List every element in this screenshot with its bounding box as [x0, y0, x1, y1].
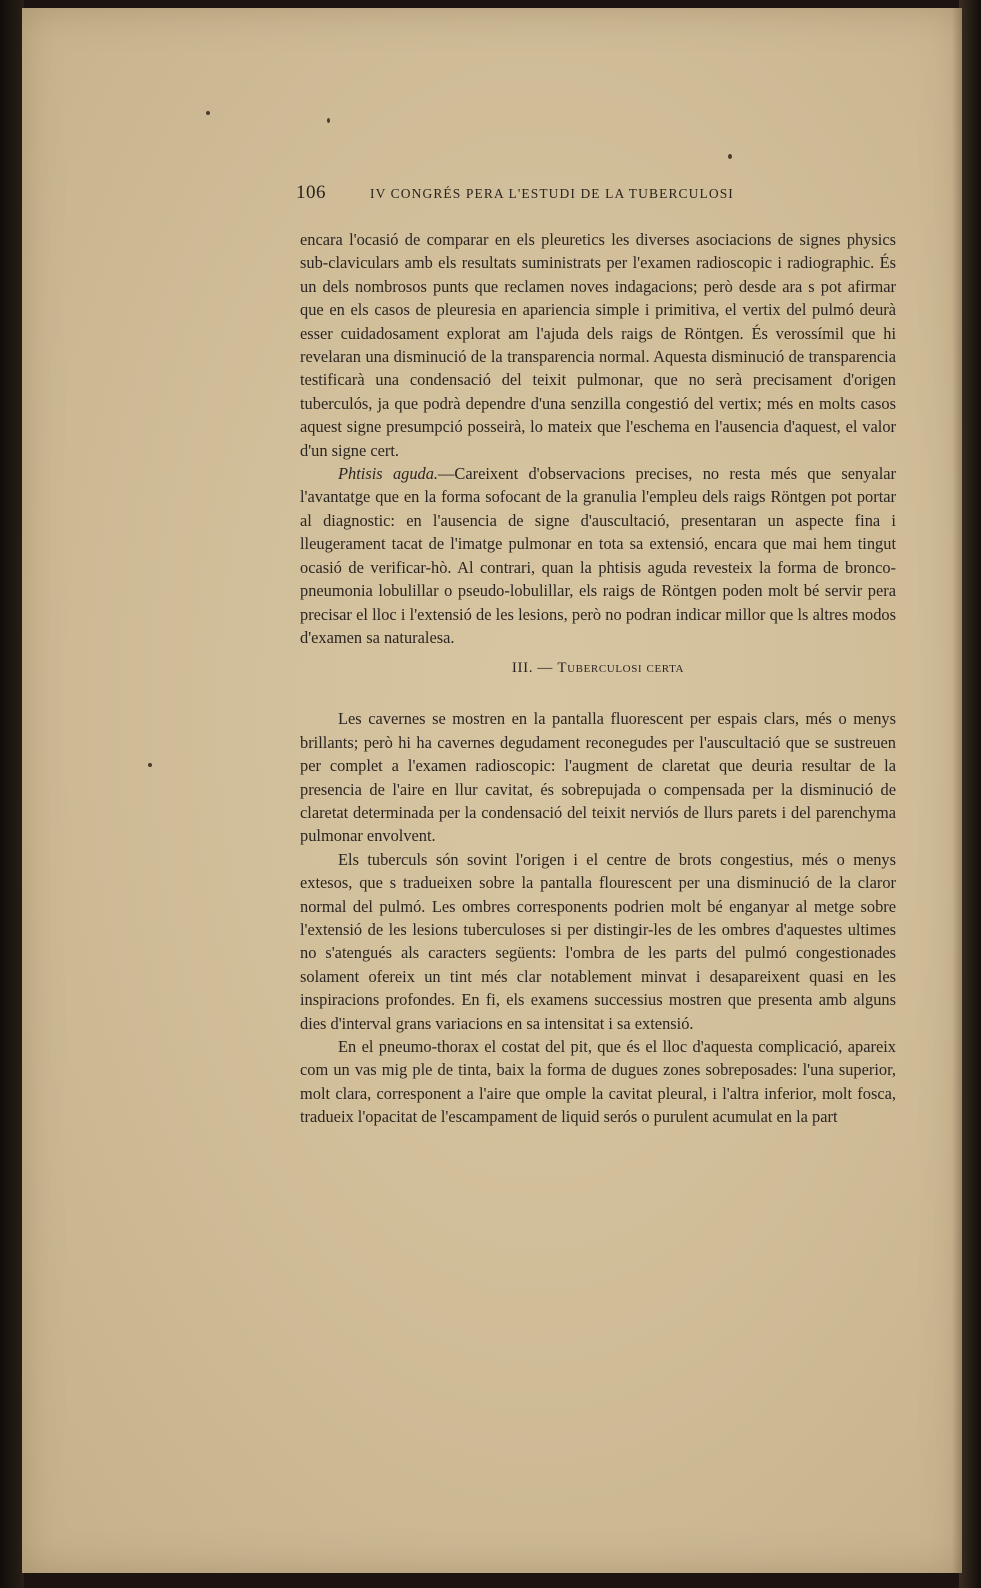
running-header: [296, 182, 836, 210]
body-text: [300, 228, 896, 1129]
section-numeral: III. —: [511, 660, 558, 677]
paragraph-phtisis-aguda: [300, 462, 896, 649]
page-number: 106: [296, 182, 326, 203]
section-title: Tuberculosi certa: [557, 660, 685, 677]
paragraph-pleuresia: encara l'ocasió de comparar en els pleuretics les diverses asociacions de signes physics sub-claviculars amb els resultats suministrats per l'examen radioscopic i radiographic. És un dels nombrosos punts que reclamen noves indagacions; però desde ara s pot afirmar que en els casos de pleuresia en apariencia simple i primitiva, el vertix del pulmó deurà esser cuidadosament explorat am l'ajuda dels raigs de Röntgen. És verossímil que hi revelaran una disminució de la transparencia normal. Aquesta disminució de transparencia testificarà una condensació del teixit pulmonar, que no serà precisament d'origen tuberculós, ja que podrà dependre d'una senzilla congestió del vertix; més en molts casos aquest signe presumpció posseirà, lo mateix que l'eschema en l'ausencia d'aquest, el valor d'un signe cert.: [300, 230, 896, 460]
paper-speck: [728, 154, 732, 159]
paragraph-cavernes: Les cavernes se mostren en la pantalla fluorescent per espais clars, més o menys brillants; però hi ha cavernes degudament reconegudes per l'auscultació que se sustreuen per complet a l'examen radioscopic: l'augment de claretat que deuria resultar de la presencia de l'aire en llur cavitat, és sobrepujada o compensada per la disminució de claretat determinada per la condensació del teixit nerviós de llurs parets i del parenchyma pulmonar envolvent.: [300, 709, 896, 846]
phtisis-aguda-text: —Careixent d'observacions precises, no resta més que senyalar l'avantatge que en la forma sofocant de la granulia l'empleu dels raigs Röntgen pot portar al diagnostic: en l'ausencia de signe d'auscultació, presentaran un aspecte fina i lleugerament tacat de l'imatge pulmonar en tota sa extensió, encara que mai hem tingut ocasió de verificar-hò. Al contrari, quan la phtisis aguda revesteix la forma de bronco-pneumonia lobulillar o pseudo-lobulillar, els raigs de Röntgen poden molt bé servir pera precisar el lloc i l'extensió de les lesions, però no podran indicar millor que ls altres modos d'examen sa naturalesa.: [300, 464, 896, 647]
running-title: IV CONGRÉS PERA L'ESTUDI DE LA TUBERCULOSI: [370, 186, 734, 201]
paper-speck: [148, 763, 152, 767]
book-page: [22, 8, 962, 1573]
page-edge-shadow: [952, 8, 962, 1573]
paper-speck: [327, 118, 330, 123]
section-heading: [300, 657, 896, 679]
scan-left-edge: [0, 0, 24, 1588]
paragraph-pneumo-thorax: En el pneumo-thorax el costat del pit, que és el lloc d'aquesta complicació, apareix com un vas mig ple de tinta, baix la forma de dugues zones sobreposades: l'una superior, molt clara, corresponent a l'aire que omple la cavitat pleural, i l'altra inferior, molt fosca, tradueix l'opacitat de l'escampament de liquid serós o purulent acumulat en la part: [300, 1037, 896, 1127]
paragraph-tuberculs: Els tuberculs són sovint l'origen i el centre de brots congestius, més o menys extesos, que s tradueixen sobre la pantalla flourescent per una disminució de la claror normal del pulmó. Les ombres corresponents podrien molt bé enganyar al metge sobre l'extensió de les lesions tuberculoses si per distingir-les de les ombres d'aquestes ultimes no s'atengués als caracters següents: l'ombra de les parts del pulmó congestionades solament ofereix un tint més clar notablement minvat i desapareixent quasi en les inspiracions profondes. En fi, els examens successius mostren que presenta amb alguns dies d'interval grans variacions en sa intensitat i sa extensió.: [300, 849, 896, 1033]
phtisis-aguda-lead: Phtisis aguda.: [338, 464, 439, 484]
scan-right-edge: [959, 0, 981, 1588]
paper-speck: [206, 111, 210, 115]
